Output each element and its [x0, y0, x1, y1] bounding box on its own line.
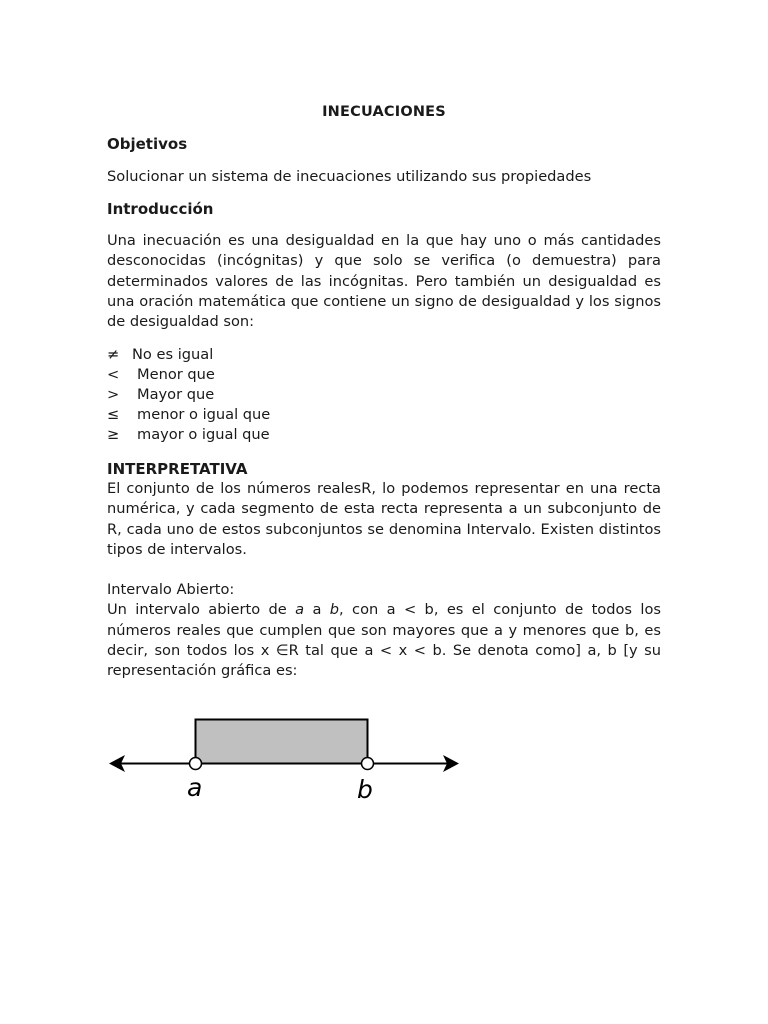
interpretativa-heading: INTERPRETATIVA [107, 459, 248, 478]
open-point-a [190, 758, 202, 770]
list-item [107, 385, 661, 405]
sign-label: Menor que [137, 365, 215, 383]
list-item [107, 405, 661, 425]
intervalo-heading: Intervalo Abierto: [107, 581, 235, 599]
list-item [107, 425, 661, 445]
signs-list [107, 345, 661, 446]
document-title: INECUACIONES [322, 104, 446, 120]
intervalo-text [107, 600, 661, 681]
objetivos-text: Solucionar un sistema de inecuaciones utilizando sus propiedades [107, 167, 592, 185]
list-item [107, 345, 661, 365]
introduccion-text: Una inecuación es una desigualdad en la que hay uno o más cantidades desconocidas (incógnitas) y que solo se verifica (o demuestra) para determinados valores de las incógnitas. Pero también un desigualdad es una oración matemática que contiene un signo de desigualdad y los signos de desigualdad son: [107, 232, 661, 331]
objetivos-heading: Objetivos [107, 135, 188, 154]
sign-label: No es igual [132, 345, 214, 363]
sign-label: Mayor que [137, 386, 215, 404]
list-item [107, 365, 661, 385]
open-point-b [362, 758, 374, 770]
interpretativa-text: El conjunto de los números realesR, lo podemos representar en una recta numérica, y cada segmento de esta recta representa a un subconjunto de R, cada uno de estos subconjuntos se denomina Intervalo. Existen distintos tipos de intervalos. [107, 479, 661, 558]
sign-symbol: ≤ [107, 406, 120, 424]
intervalo-text-part: Un intervalo abierto de [107, 601, 296, 619]
label-a: a [187, 773, 203, 802]
sign-symbol: > [107, 386, 120, 404]
sign-symbol: < [107, 365, 120, 383]
intervalo-a: a [295, 601, 305, 619]
interval-shaded-region [196, 720, 368, 764]
label-b: b [357, 775, 373, 804]
sign-label: menor o igual que [137, 406, 271, 424]
introduccion-heading: Introducción [107, 199, 214, 218]
open-interval-diagram [105, 712, 465, 812]
intervalo-text-part: a [304, 601, 330, 619]
intervalo-text-part: , con a < b, es el conjunto de todos los números reales que cumplen que son mayores que a y menores que b, es decir, son todos los x ∈R tal que a < x < b. Se denota como] a, b [y su representación gráfica es: [107, 601, 661, 680]
intervalo-b: b [329, 601, 340, 619]
document-page [107, 102, 661, 682]
sign-label: mayor o igual que [137, 426, 270, 444]
sign-symbol: ≠ [107, 345, 120, 363]
sign-symbol: ≥ [107, 426, 120, 444]
